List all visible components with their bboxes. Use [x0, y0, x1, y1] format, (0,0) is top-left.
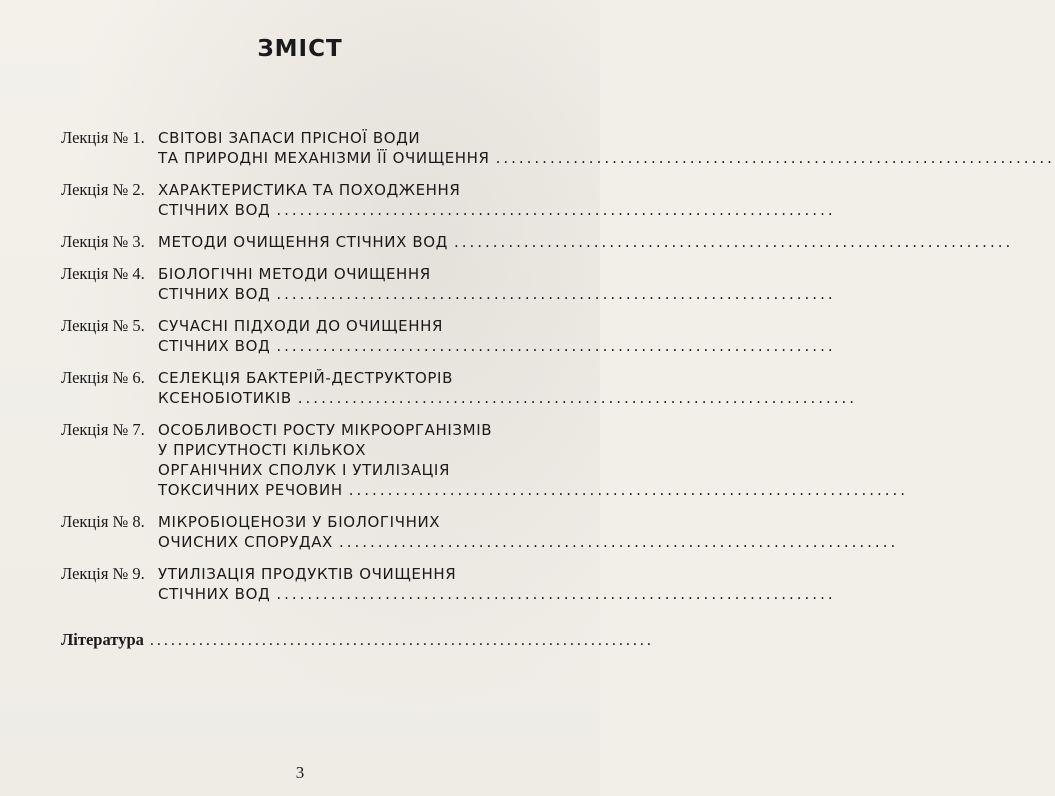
- toc-entry: [61, 512, 899, 552]
- dot-leader: ........................................................................: [297, 389, 858, 407]
- lecture-number: Лекція № 8.: [61, 512, 145, 531]
- lecture-title-line: УТИЛІЗАЦІЯ ПРОДУКТІВ ОЧИЩЕННЯ: [158, 565, 457, 583]
- lecture-number: Лекція № 9.: [61, 564, 145, 583]
- toc-entry: [61, 264, 836, 304]
- lecture-title-line: ОСОБЛИВОСТІ РОСТУ МІКРООРГАНІЗМІВ: [158, 421, 493, 439]
- lecture-title-text: СТІЧНИХ ВОД: [158, 585, 271, 603]
- dot-leader: ........................................................................: [495, 149, 1055, 167]
- toc-entry: [61, 564, 836, 604]
- toc-entry: [61, 128, 1055, 168]
- dot-leader: ........................................................................: [276, 285, 836, 303]
- lecture-title-line: СЕЛЕКЦІЯ БАКТЕРІЙ-ДЕСТРУКТОРІВ: [158, 369, 453, 387]
- lecture-title-line: СУЧАСНІ ПІДХОДИ ДО ОЧИЩЕННЯ: [158, 317, 443, 335]
- literature-label: Література: [61, 630, 144, 649]
- lecture-title-line: У ПРИСУТНОСТІ КІЛЬКОХ: [158, 441, 367, 459]
- lecture-number: Лекція № 7.: [61, 420, 145, 439]
- lecture-title-text: МЕТОДИ ОЧИЩЕННЯ СТІЧНИХ ВОД: [158, 233, 448, 251]
- lecture-title: [158, 180, 836, 220]
- lecture-title-line: [158, 336, 836, 356]
- toc-entry: [61, 180, 836, 220]
- lecture-title-line: МІКРОБІОЦЕНОЗИ У БІОЛОГІЧНИХ: [158, 513, 441, 531]
- lecture-title: [158, 420, 908, 500]
- lecture-title: [158, 264, 836, 304]
- lecture-number: Лекція № 5.: [61, 316, 145, 335]
- page-title: ЗМІСТ: [257, 36, 343, 62]
- toc-entry: [61, 420, 909, 500]
- lecture-number: Лекція № 4.: [61, 264, 145, 283]
- lecture-title-line: СВІТОВІ ЗАПАСИ ПРІСНОЇ ВОДИ: [158, 129, 421, 147]
- page-number: 3: [295, 763, 305, 782]
- dot-leader: ........................................................................: [348, 481, 909, 499]
- lecture-title-line: [158, 148, 1055, 168]
- lecture-title-text: СТІЧНИХ ВОД: [158, 285, 271, 303]
- lecture-title-line: БІОЛОГІЧНІ МЕТОДИ ОЧИЩЕННЯ: [158, 265, 431, 283]
- table-of-contents: [61, 128, 1055, 650]
- lecture-title-line: ОРГАНІЧНИХ СПОЛУК І УТИЛІЗАЦІЯ: [158, 461, 450, 479]
- toc-entry: [61, 368, 858, 408]
- lecture-title: [158, 232, 1013, 252]
- lecture-title-line: [158, 284, 836, 304]
- lecture-title-text: ОЧИСНИХ СПОРУДАХ: [158, 533, 333, 551]
- lecture-title-text: СТІЧНИХ ВОД: [158, 337, 271, 355]
- lecture-title-line: [158, 232, 1013, 252]
- lecture-title-text: СТІЧНИХ ВОД: [158, 201, 271, 219]
- dot-leader: ........................................................................: [453, 233, 1014, 251]
- lecture-title-line: [158, 584, 836, 604]
- lecture-title-text: КСЕНОБІОТИКІВ: [158, 389, 292, 407]
- lecture-title-line: [158, 200, 836, 220]
- lecture-title-line: [158, 480, 908, 500]
- lecture-number: Лекція № 1.: [61, 128, 145, 147]
- toc-entry-literature: [61, 630, 654, 650]
- lecture-title: [158, 128, 1055, 168]
- toc-entry: [61, 316, 836, 356]
- toc-entry: [61, 232, 1014, 252]
- dot-leader: ........................................................................: [276, 585, 836, 603]
- lecture-title: [158, 316, 836, 356]
- lecture-title-line: [158, 388, 857, 408]
- lecture-number: Лекція № 2.: [61, 180, 145, 199]
- dot-leader: ........................................................................: [149, 632, 654, 649]
- dot-leader: ........................................................................: [276, 201, 836, 219]
- dot-leader: ........................................................................: [276, 337, 836, 355]
- lecture-number: Лекція № 3.: [61, 232, 145, 251]
- lecture-title: [158, 368, 857, 408]
- lecture-title-line: [158, 532, 898, 552]
- lecture-title-text: ТОКСИЧНИХ РЕЧОВИН: [158, 481, 343, 499]
- lecture-title-line: ХАРАКТЕРИСТИКА ТА ПОХОДЖЕННЯ: [158, 181, 461, 199]
- dot-leader: ........................................................................: [338, 533, 899, 551]
- lecture-title: [158, 512, 898, 552]
- lecture-title: [158, 564, 836, 604]
- lecture-title-text: ТА ПРИРОДНІ МЕХАНІЗМИ ЇЇ ОЧИЩЕННЯ: [158, 149, 490, 167]
- lecture-number: Лекція № 6.: [61, 368, 145, 387]
